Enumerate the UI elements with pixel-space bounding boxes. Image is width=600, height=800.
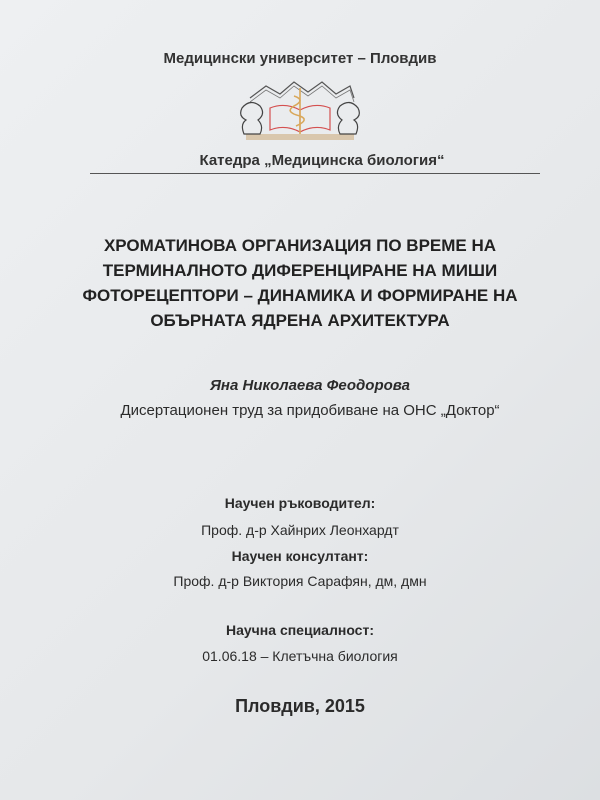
specialty-label: Научна специалност: <box>226 622 374 638</box>
supervisor-name: Проф. д-р Хайнрих Леонхардт <box>201 522 399 538</box>
place-and-year: Пловдив, 2015 <box>235 696 365 716</box>
thesis-title-line: ХРОМАТИНОВА ОРГАНИЗАЦИЯ ПО ВРЕМЕ НА <box>103 236 497 255</box>
thesis-title-line: ТЕРМИНАЛНОТО ДИФЕРЕНЦИРАНЕ НА МИШИ <box>102 261 498 280</box>
consultant-name: Проф. д-р Виктория Сарафян, дм, дмн <box>173 573 427 589</box>
consultant-label: Научен консултант: <box>231 548 369 564</box>
thesis-title-line: ОБЪРНАТА ЯДРЕНА АРХИТЕКТУРА <box>150 311 450 330</box>
supervisor-label: Научен ръководител: <box>224 495 376 511</box>
specialty-value: 01.06.18 – Клетъчна биология <box>202 648 398 664</box>
department-name: Катедра „Медицинска биология“ <box>199 152 445 169</box>
university-name: Медицински университет – Пловдив <box>163 50 437 67</box>
thesis-title-line: ФОТОРЕЦЕПТОРИ – ДИНАМИКА И ФОРМИРАНЕ НА <box>82 286 518 305</box>
dissertation-statement: Дисертационен труд за придобиване на ОНС „Доктор“ <box>120 402 500 419</box>
header-divider <box>90 173 540 174</box>
author-name: Яна Николаева Феодорова <box>209 377 411 394</box>
university-logo <box>236 78 364 140</box>
